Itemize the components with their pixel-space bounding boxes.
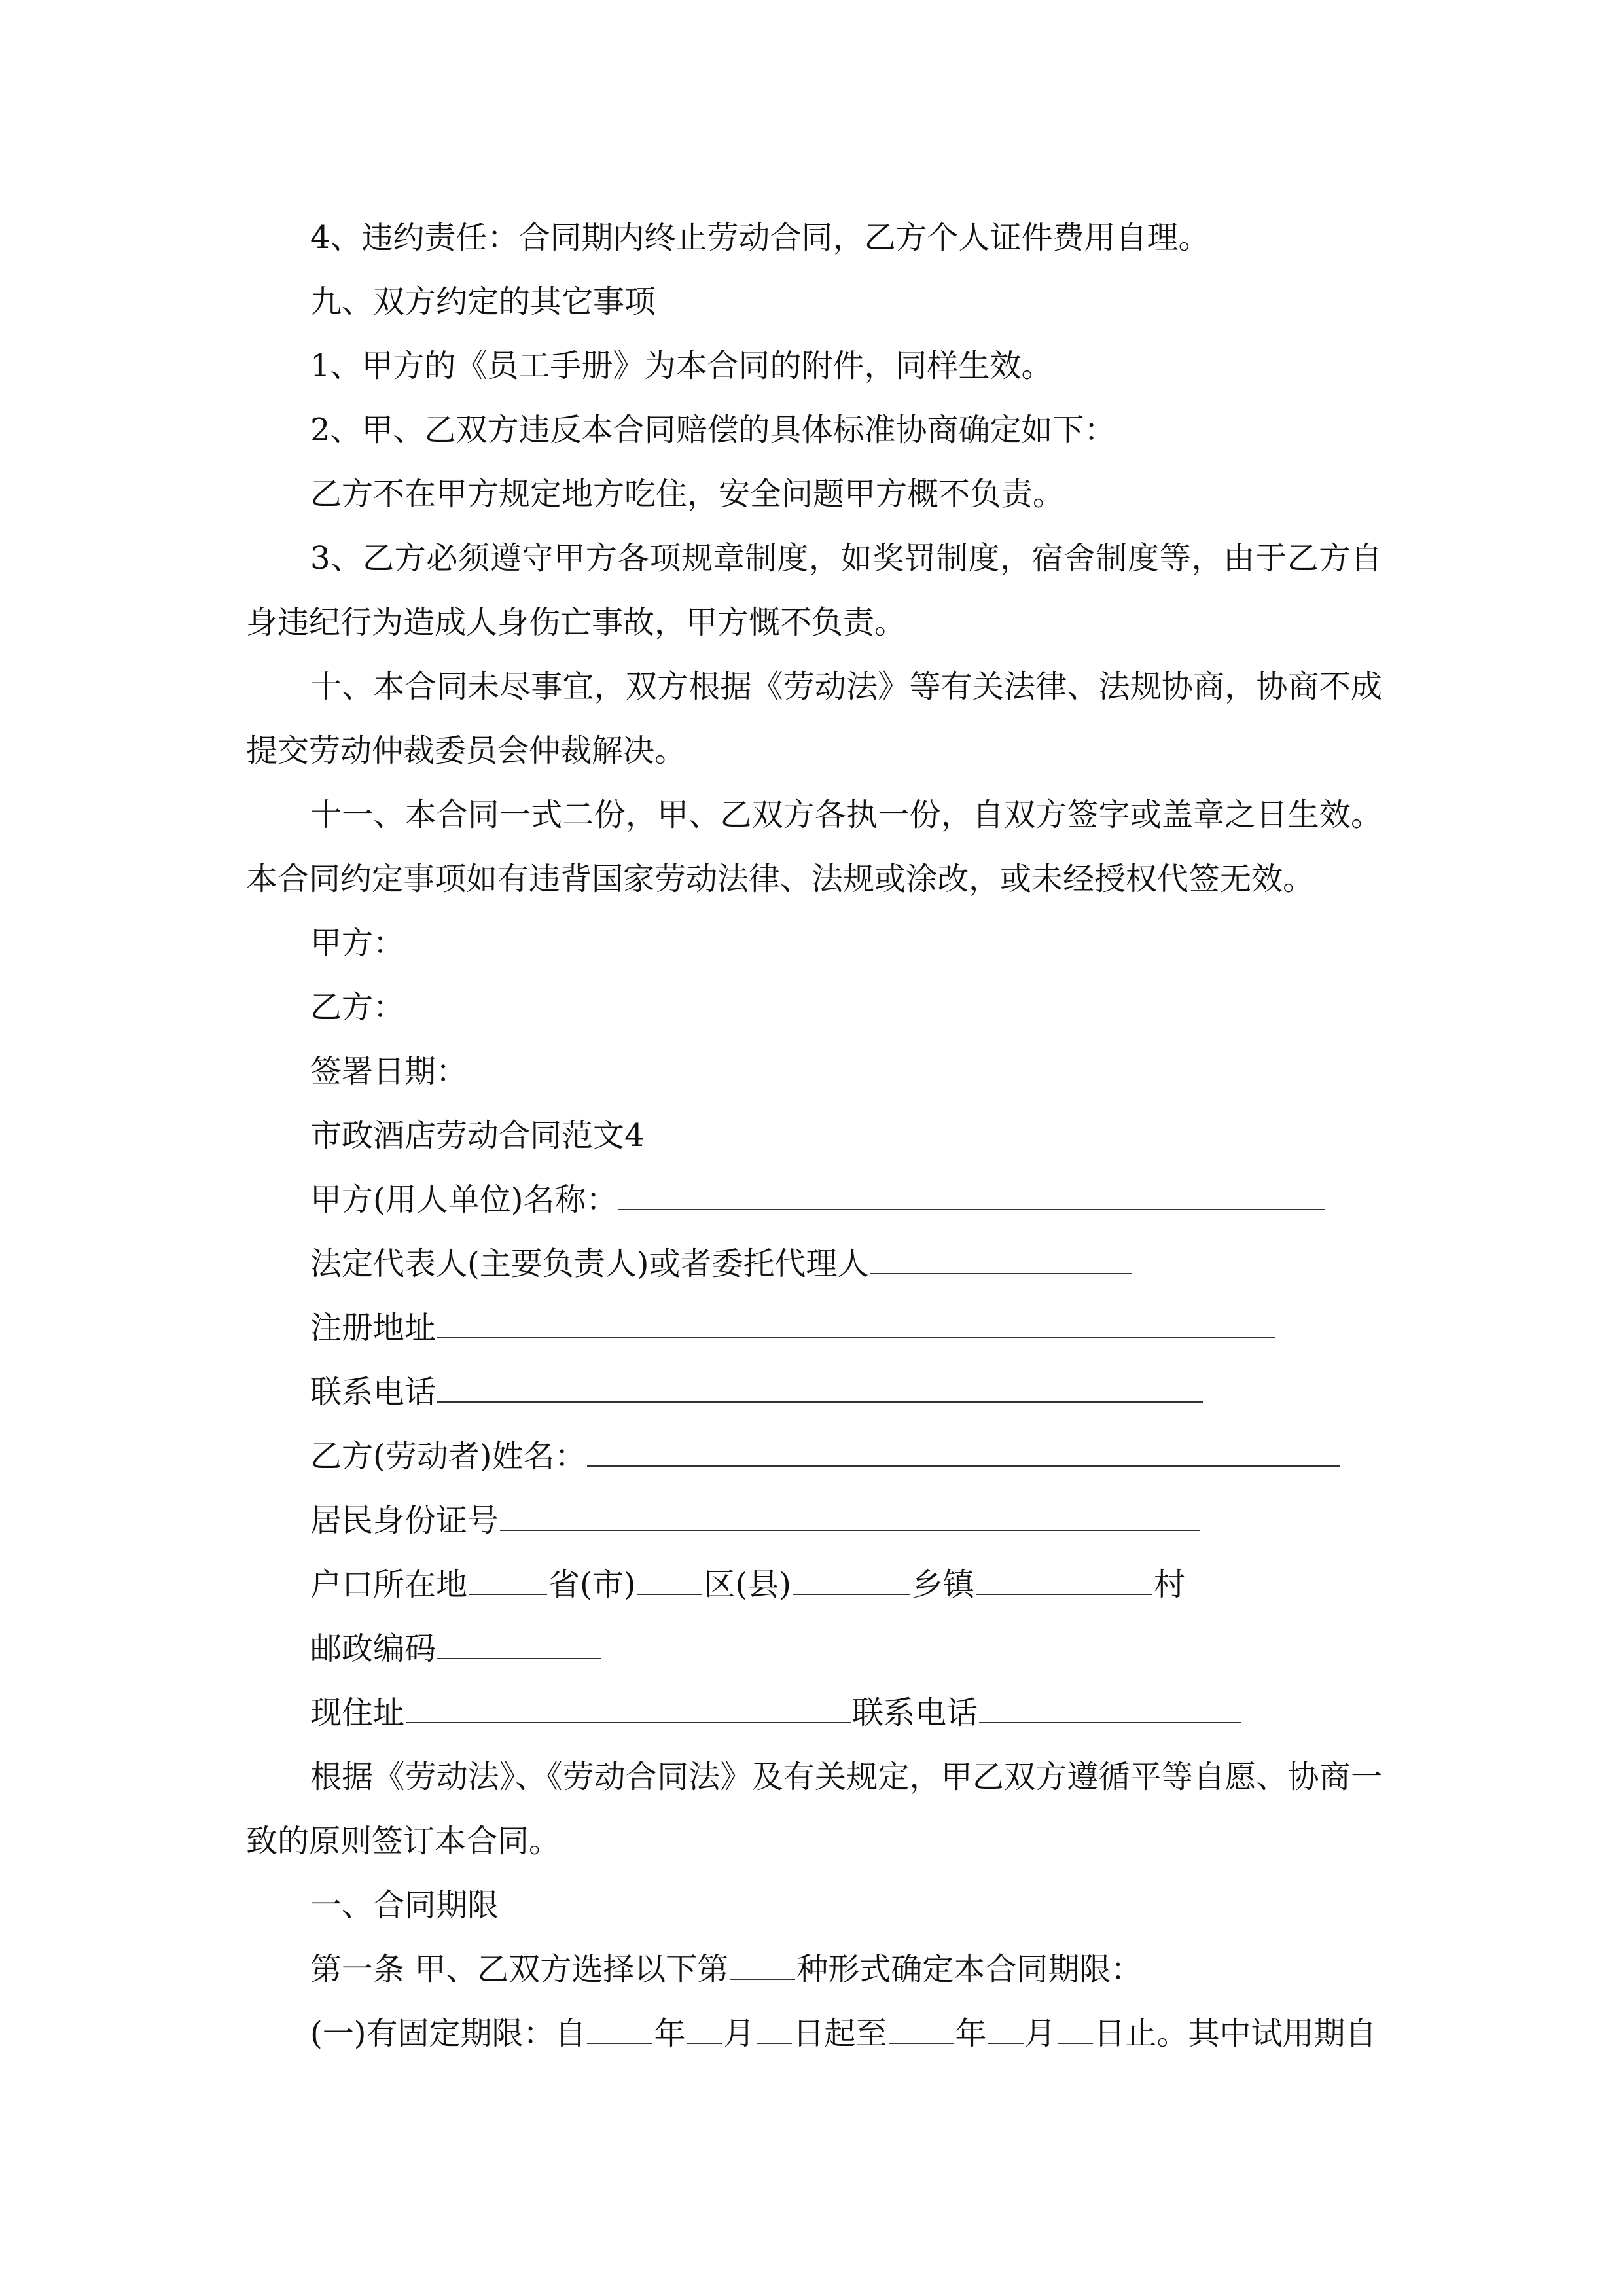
section-heading: 一、合同期限 — [310, 1887, 499, 1924]
field-label: 邮政编码 — [310, 1630, 437, 1667]
contact-phone-blank[interactable] — [437, 1374, 1203, 1403]
form-line-current-address — [246, 1681, 1382, 1745]
field-label: 居民身份证号 — [310, 1502, 499, 1539]
form-line-reg-address — [246, 1296, 1382, 1360]
form-line-contact-phone — [246, 1360, 1382, 1424]
form-line-legal-rep — [246, 1232, 1382, 1296]
field-label: 日止。其中试用期自 — [1094, 2015, 1377, 2052]
employer-name-blank[interactable] — [618, 1182, 1325, 1210]
paragraph: 2、甲、乙双方违反本合同赔偿的具体标准协商确定如下： — [310, 412, 1116, 448]
term-choice-blank[interactable] — [730, 1952, 795, 1980]
field-label: (一)有固定期限：自 — [310, 2015, 586, 2052]
start-day-blank[interactable] — [757, 2016, 792, 2044]
form-line-household — [246, 1552, 1382, 1617]
field-label: 乙方(劳动者)姓名： — [310, 1438, 586, 1475]
document-body — [246, 206, 1382, 2066]
contact-phone2-blank[interactable] — [979, 1695, 1241, 1723]
paragraph: 乙方不在甲方规定地方吃住，安全问题甲方概不负责。 — [310, 476, 1065, 512]
end-year-blank[interactable] — [889, 2016, 954, 2044]
form-line-term-choice — [246, 1937, 1382, 2001]
end-month-blank[interactable] — [988, 2016, 1024, 2044]
field-label: 种形式确定本合同期限： — [796, 1951, 1143, 1988]
document-title: 市政酒店劳动合同范文4 — [310, 1117, 645, 1154]
paragraph: 3、乙方必须遵守甲方各项规章制度，如奖罚制度，宿舍制度等，由于乙方自身违纪行为造成人身伤亡事故，甲方慨不负责。 — [246, 540, 1382, 641]
legal-rep-blank[interactable] — [870, 1246, 1132, 1274]
paragraph: 1、甲方的《员工手册》为本合同的附件，同样生效。 — [310, 348, 1053, 384]
start-month-blank[interactable] — [687, 2016, 722, 2044]
section-heading: 九、双方约定的其它事项 — [310, 283, 656, 320]
field-label: 甲方(用人单位)名称： — [310, 1181, 618, 1218]
current-address-blank[interactable] — [406, 1695, 851, 1723]
postcode-blank[interactable] — [437, 1631, 601, 1659]
field-label: 村 — [1153, 1566, 1185, 1603]
village-blank[interactable] — [976, 1567, 1152, 1595]
form-line-fixed-term — [246, 2001, 1382, 2066]
form-line-employee-name — [246, 1424, 1382, 1488]
field-label: 现住址 — [310, 1695, 405, 1731]
form-line-postcode — [246, 1617, 1382, 1681]
signature-party-b: 乙方： — [310, 989, 405, 1026]
paragraph: 4、违约责任：合同期内终止劳动合同，乙方个人证件费用自理。 — [310, 219, 1210, 256]
field-label: 注册地址 — [310, 1310, 437, 1346]
field-label: 第一条 甲、乙双方选择以下第 — [310, 1951, 729, 1988]
end-day-blank[interactable] — [1058, 2016, 1093, 2044]
district-blank[interactable] — [637, 1567, 702, 1595]
field-label: 联系电话 — [852, 1695, 978, 1731]
form-line-employer-name — [246, 1168, 1382, 1232]
field-label: 日起至 — [793, 2015, 887, 2052]
field-label: 年 — [654, 2015, 686, 2052]
form-line-id-number — [246, 1488, 1382, 1552]
field-label: 区(县) — [704, 1566, 791, 1603]
paragraph: 十、本合同未尽事宜，双方根据《劳动法》等有关法律、法规协商，协商不成提交劳动仲裁委员会仲裁解决。 — [246, 668, 1382, 769]
id-number-blank[interactable] — [500, 1503, 1200, 1531]
employee-name-blank[interactable] — [587, 1439, 1340, 1467]
paragraph: 根据《劳动法》、《劳动合同法》及有关规定，甲乙双方遵循平等自愿、协商一致的原则签订本合同。 — [246, 1759, 1382, 1859]
field-label: 月 — [723, 2015, 755, 2052]
field-label: 年 — [955, 2015, 987, 2052]
field-label: 乡镇 — [911, 1566, 974, 1603]
town-blank[interactable] — [793, 1567, 910, 1595]
field-label: 月 — [1024, 2015, 1056, 2052]
field-label: 省(市) — [548, 1566, 636, 1603]
reg-address-blank[interactable] — [437, 1310, 1275, 1338]
signature-date: 签署日期： — [310, 1053, 468, 1090]
signature-party-a: 甲方： — [310, 925, 405, 961]
field-label: 法定代表人(主要负责人)或者委托代理人 — [310, 1246, 869, 1282]
field-label: 户口所在地 — [310, 1566, 468, 1603]
paragraph: 十一、本合同一式二份，甲、乙双方各执一份，自双方签字或盖章之日生效。本合同约定事项如有违背国家劳动法律、法规或涂改，或未经授权代签无效。 — [246, 797, 1382, 897]
field-label: 联系电话 — [310, 1374, 437, 1410]
province-blank[interactable] — [469, 1567, 547, 1595]
start-year-blank[interactable] — [587, 2016, 652, 2044]
